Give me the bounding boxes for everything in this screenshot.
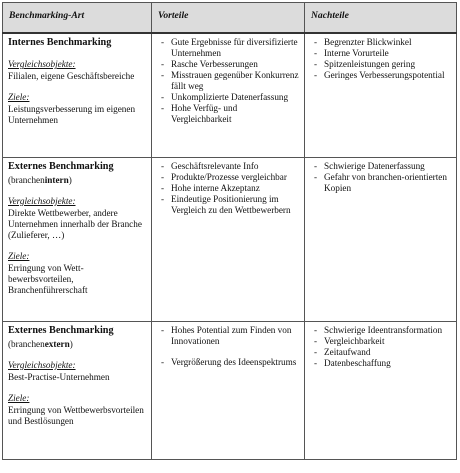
objects-label: Vergleichsobjekte: xyxy=(8,195,76,206)
list-item: - Misstrauen gegenüber Konkurrenz fällt weg xyxy=(171,70,299,92)
subtitle-bold: intern xyxy=(44,174,69,185)
list-item: - Zeitaufwand xyxy=(324,347,451,358)
list-item: - Schwierige Datenerfassung xyxy=(324,161,451,172)
subtitle-prefix: (branchen xyxy=(8,338,45,349)
objects-label: Vergleichsobjekte: xyxy=(8,59,76,70)
table-row xyxy=(3,33,457,157)
objects-text: Filialen, eigene Geschäftsbereiche xyxy=(8,71,135,82)
goals-label: Ziele: xyxy=(8,392,30,403)
subtitle-suffix: ) xyxy=(68,174,72,185)
list-item: - Datenbeschaffung xyxy=(324,358,451,369)
advantages-cell xyxy=(152,321,305,459)
advantages-list xyxy=(157,37,299,125)
list-item: - Gefahr von branchen-orientierten Kopien xyxy=(324,172,451,194)
table-row xyxy=(3,321,457,459)
objects-label: Vergleichsobjekte: xyxy=(8,359,76,370)
art-title: Internes Benchmarking xyxy=(8,37,112,48)
subtitle-prefix: (branchen xyxy=(8,174,45,185)
disadvantages-cell xyxy=(305,157,457,321)
disadvantages-list xyxy=(310,37,451,81)
table-header-row xyxy=(3,3,457,34)
goals-text: Erringung von Wett-bewerbsvorteilen, Branchenführerschaft xyxy=(8,262,88,295)
disadvantages-cell xyxy=(305,321,457,459)
list-item: - Rasche Verbesserungen xyxy=(171,59,299,70)
advantages-list xyxy=(157,325,299,368)
list-item: - Eindeutige Positionierung im Vergleich zu den Wettbewerbern xyxy=(171,194,299,216)
disadvantages-list xyxy=(310,161,451,194)
objects-text: Direkte Wettbewerber, andere Unternehmen innerhalb der Branche (Zulieferer, …) xyxy=(8,207,142,240)
art-cell xyxy=(3,321,152,459)
benchmarking-table xyxy=(2,2,457,460)
list-item: - Hohe Verfüg- und Vergleichbarkeit xyxy=(171,103,299,125)
list-item: - Produkte/Prozesse vergleichbar xyxy=(171,172,299,183)
list-item: - Hohe interne Akzeptanz xyxy=(171,183,299,194)
disadvantages-cell xyxy=(305,33,457,157)
art-title: Externes Benchmarking xyxy=(8,324,114,336)
table-row xyxy=(3,157,457,321)
art-title: Externes Benchmarking xyxy=(8,160,114,172)
disadvantages-list xyxy=(310,325,451,369)
list-item: - Interne Vorurteile xyxy=(324,48,451,59)
goals-label: Ziele: xyxy=(8,250,30,261)
list-item: - Vergleichbarkeit xyxy=(324,336,451,347)
advantages-list xyxy=(157,161,299,216)
list-item: - Geringes Verbesserungspotential xyxy=(324,70,451,81)
subtitle-bold: extern xyxy=(44,338,70,349)
header-benchmarking-art: Benchmarking-Art xyxy=(3,3,152,34)
subtitle-suffix: ) xyxy=(69,338,73,349)
list-item: - Geschäftsrelevante Info xyxy=(171,161,299,172)
list-item: - Hohes Potential zum Finden von Innovationen xyxy=(171,325,299,347)
goals-label: Ziele: xyxy=(8,92,30,103)
list-item: - Schwierige Ideentransformation xyxy=(324,325,451,336)
header-nachteile: Nachteile xyxy=(305,3,457,34)
list-item: - Unkomplizierte Datenerfassung xyxy=(171,92,299,103)
art-cell xyxy=(3,33,152,157)
advantages-cell xyxy=(152,157,305,321)
art-cell xyxy=(3,157,152,321)
objects-text: Best-Practise-Unternehmen xyxy=(8,371,110,382)
goals-text: Erringung von Wettbewerbsvorteilen und Bestlösungen xyxy=(8,404,144,426)
list-item: - Spitzenleistungen gering xyxy=(324,59,451,70)
header-vorteile: Vorteile xyxy=(152,3,305,34)
art-subtitle xyxy=(8,175,146,186)
advantages-cell xyxy=(152,33,305,157)
goals-text: Leistungsverbesserung im eigenen Unternehmen xyxy=(8,104,136,126)
list-item: - Gute Ergebnisse für diversifizierte Unternehmen xyxy=(171,37,299,59)
art-subtitle xyxy=(8,339,146,350)
list-spacer xyxy=(171,347,299,357)
list-item: - Begrenzter Blickwinkel xyxy=(324,37,451,48)
list-item: - Vergrößerung des Ideenspektrums xyxy=(171,357,299,368)
